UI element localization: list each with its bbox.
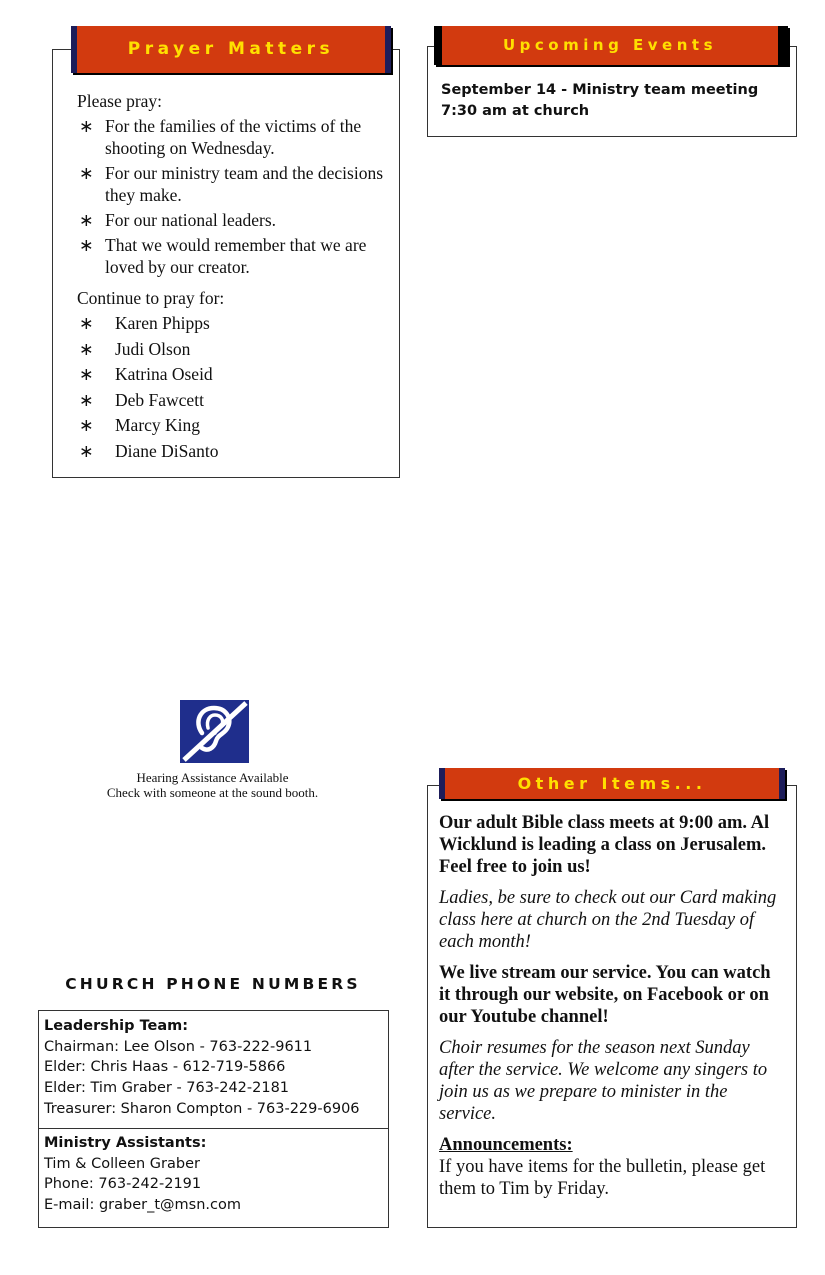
prayer-item: For our ministry team and the decisions they make.	[105, 163, 384, 205]
other-content	[439, 812, 786, 1200]
bullet-icon: ∗	[79, 313, 94, 333]
bullet-icon: ∗	[79, 116, 94, 136]
list-item	[77, 234, 387, 278]
other-item-livestream: We live stream our service. You can watch it through our website, on Facebook or on our Youtube channel!	[439, 963, 771, 1027]
leadership-heading: Leadership Team:	[44, 1018, 189, 1034]
events-title: Upcoming Events	[434, 26, 788, 65]
event-line: 7:30 am at church	[441, 103, 590, 119]
phones-box	[38, 1010, 389, 1228]
bullet-icon: ∗	[79, 210, 94, 230]
prayer-name: Katrina Oseid	[115, 364, 213, 384]
prayer-title: Prayer Matters	[71, 26, 391, 73]
assistants-line: E-mail: graber_t@msn.com	[44, 1197, 241, 1214]
bullet-icon: ∗	[79, 415, 94, 435]
list-item	[77, 337, 387, 363]
list-item	[77, 413, 387, 439]
bullet-icon: ∗	[79, 440, 94, 461]
events-content	[441, 80, 758, 122]
phones-title: CHURCH PHONE NUMBERS	[65, 975, 361, 993]
bullet-icon: ∗	[79, 235, 94, 255]
leadership-line: Elder: Tim Graber - 763-242-2181	[44, 1080, 290, 1097]
phones-divider	[39, 1128, 388, 1129]
list-item	[77, 162, 387, 206]
bullet-icon: ∗	[79, 389, 94, 410]
prayer-content	[77, 90, 387, 464]
assistants-line: Tim & Colleen Graber	[44, 1155, 200, 1172]
bullet-icon: ∗	[79, 163, 94, 183]
list-item	[77, 439, 387, 465]
event-line: September 14 - Ministry team meeting	[441, 82, 759, 98]
prayer-box	[52, 49, 400, 478]
hearing-line: Check with someone at the sound booth.	[106, 785, 319, 800]
leadership-line: Elder: Chris Haas - 612-719-5866	[44, 1059, 286, 1076]
prayer-item: That we would remember that we are loved by our creator.	[105, 235, 367, 277]
prayer-list	[77, 115, 387, 278]
announcements-heading: Announcements:	[439, 1135, 573, 1155]
prayer-name: Judi Olson	[115, 338, 191, 359]
announcements-text: If you have items for the bulletin, please get them to Tim by Friday.	[439, 1157, 766, 1199]
bullet-icon: ∗	[79, 364, 94, 384]
other-item-choir: Choir resumes for the season next Sunday after the service. We welcome any singers to join us as we prepare to minister in the service.	[439, 1038, 768, 1124]
other-title: Other Items...	[439, 768, 785, 799]
list-item	[77, 115, 387, 159]
list-item	[77, 311, 387, 337]
prayer-name: Marcy King	[115, 415, 201, 435]
list-item	[77, 388, 387, 414]
leadership-line: Chairman: Lee Olson - 763-222-9611	[44, 1038, 313, 1055]
prayer-name: Karen Phipps	[115, 313, 210, 333]
prayer-item: For our national leaders.	[105, 210, 277, 230]
hearing-line: Hearing Assistance Available	[136, 770, 289, 785]
hearing-text	[60, 770, 365, 800]
assistants-section	[44, 1133, 241, 1216]
leadership-section	[44, 1016, 360, 1120]
prayer-continue-label: Continue to pray for:	[77, 288, 225, 308]
leadership-line: Treasurer: Sharon Compton - 763-229-6906	[44, 1100, 360, 1117]
assistants-heading: Ministry Assistants:	[44, 1135, 207, 1151]
hearing-icon-wrap	[180, 700, 249, 763]
other-item-bible-class: Our adult Bible class meets at 9:00 am. Al Wicklund is leading a class on Jerusalem. Feel free to join us!	[439, 813, 770, 877]
bullet-icon: ∗	[79, 338, 94, 359]
hearing-assistance-icon	[180, 700, 249, 763]
assistants-line: Phone: 763-242-2191	[44, 1176, 202, 1193]
other-item-card-class: Ladies, be sure to check out our Card making class here at church on the 2nd Tuesday of each month!	[439, 888, 777, 952]
other-box	[427, 785, 797, 1228]
list-item	[77, 209, 387, 231]
prayer-name: Diane DiSanto	[115, 440, 219, 461]
prayer-item: For the families of the victims of the shooting on Wednesday.	[105, 116, 362, 158]
prayer-name: Deb Fawcett	[115, 389, 204, 410]
list-item	[77, 362, 387, 388]
prayer-names	[77, 311, 387, 464]
prayer-intro: Please pray:	[77, 91, 163, 111]
